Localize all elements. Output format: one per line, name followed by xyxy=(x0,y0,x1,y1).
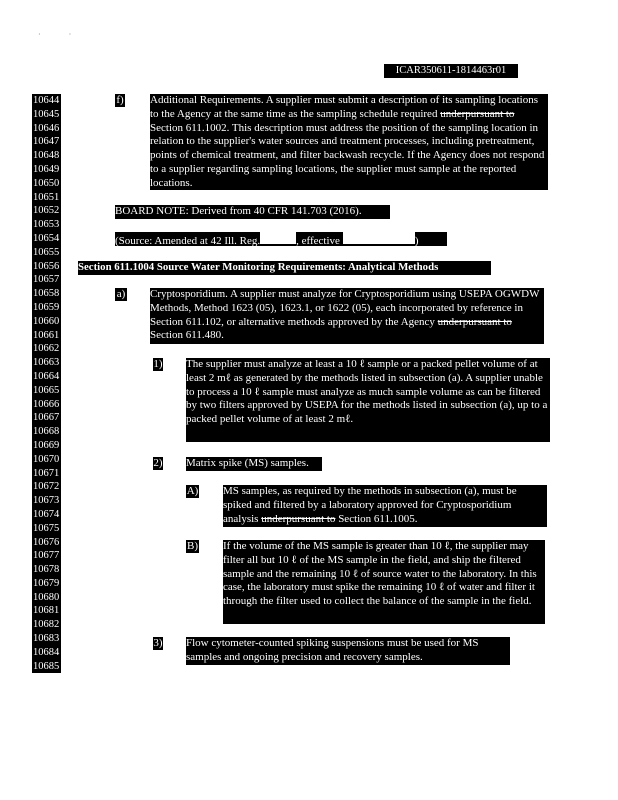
line-number: 10676 xyxy=(33,536,60,548)
line-number: 10647 xyxy=(33,136,60,148)
para-f-text xyxy=(150,94,548,190)
line-number: 10681 xyxy=(33,605,60,617)
line-number: 10657 xyxy=(33,274,60,286)
para-2-text: Matrix spike (MS) samples. xyxy=(186,457,322,471)
para-B-text: If the volume of the MS sample is greater than 10 ℓ, the supplier may filter all but 10 ℓ of the MS sample in the field, and ship the filtered sample and the remaining 10 ℓ of source water to the laboratory. In this case, the laboratory must spike the remaining 10 ℓ of water and filter it through the filter used to collect the balance of the sample in the field. xyxy=(223,540,545,624)
para-A-strike: underpursuant to xyxy=(261,512,336,525)
line-number: 10669 xyxy=(33,439,60,451)
para-A-text xyxy=(223,485,547,527)
para-f-text-1: Additional Requirements. A supplier must submit a description of its sampling locations to the Agency at the same time as the sampling schedule required xyxy=(150,94,539,120)
line-number: 10679 xyxy=(33,577,60,589)
line-number: 10654 xyxy=(33,232,60,244)
para-A-label: A) xyxy=(186,485,199,497)
para-3-text: Flow cytometer-counted spiking suspensions must be used for MS samples and ongoing precision and recovery samples. xyxy=(186,637,510,665)
line-number: 10652 xyxy=(33,205,60,217)
para-1-text: The supplier must analyze at least a 10 ℓ sample or a packed pellet volume of at least 2 mℓ as generated by the methods listed in subsection (a). A supplier unable to process a 10 ℓ sample must analyze as much sample volume as can be filtered by two filters approved by USEPA for the methods listed in subsection (a), up to a packed pellet volume of at least 2 mℓ. xyxy=(186,358,550,442)
para-a-label: a) xyxy=(116,288,126,300)
para-1-label: 1) xyxy=(153,358,163,370)
para-f-strike: underpursuant to xyxy=(440,107,515,120)
line-number: 10660 xyxy=(33,315,60,327)
line-number: 10659 xyxy=(33,301,60,313)
para-a-strike: underpursuant to xyxy=(437,315,512,328)
para-a-text-1: Cryptosporidium. A supplier must analyze for Cryptosporidium using USEPA OGWDW Methods, Method 1623 (05), 1623.1, or 1622 (05), each incorporated by reference in Section 611.102, or alternative methods approved by the Agency xyxy=(150,288,540,328)
line-number: 10673 xyxy=(33,495,60,507)
line-number: 10684 xyxy=(33,646,60,658)
line-number: 10672 xyxy=(33,481,60,493)
line-number-column xyxy=(32,94,61,673)
line-number: 10665 xyxy=(33,384,60,396)
line-number: 10648 xyxy=(33,150,60,162)
line-number: 10645 xyxy=(33,108,60,120)
section-heading: Section 611.1004 Source Water Monitoring Requirements: Analytical Methods xyxy=(78,261,491,275)
line-number: 10666 xyxy=(33,398,60,410)
document-id: ICAR350611-1814463r01 xyxy=(384,64,518,78)
line-number: 10683 xyxy=(33,633,60,645)
line-number: 10675 xyxy=(33,522,60,534)
source-note xyxy=(115,232,447,246)
para-f-label: f) xyxy=(116,94,124,106)
para-a-text xyxy=(150,288,544,344)
line-number: 10670 xyxy=(33,453,60,465)
line-number: 10644 xyxy=(33,95,60,106)
line-number: 10682 xyxy=(33,619,60,631)
line-number: 10662 xyxy=(33,343,60,355)
source-mid: , effective xyxy=(296,235,340,247)
line-number: 10663 xyxy=(33,357,60,369)
line-number: 10668 xyxy=(33,426,60,438)
para-B-label: B) xyxy=(187,540,198,552)
para-a-text-2: Section 611.480. xyxy=(150,329,224,342)
line-number: 10649 xyxy=(33,163,60,175)
source-blank-1 xyxy=(260,232,296,244)
line-number: 10685 xyxy=(33,660,60,672)
line-number: 10667 xyxy=(33,412,60,424)
line-number: 10671 xyxy=(33,467,60,479)
para-A-text-1: MS samples, as required by the methods in subsection (a), must be spiked and filtered by a laboratory approved for Cryptosporidium analysis xyxy=(223,485,517,525)
line-number: 10651 xyxy=(33,191,60,203)
line-number: 10674 xyxy=(33,508,60,520)
para-f-text-2: Section 611.1002. This description must address the position of the sampling location in relation to the supplier's water sources and treatment processes, including pretreatment, points of chemical treatment, and filter backwash recycle. If the Agency does not respond to a supplier regarding sampling locations, the supplier must sample at the reported locations. xyxy=(150,121,545,189)
line-number: 10680 xyxy=(33,591,60,603)
line-number: 10650 xyxy=(33,177,60,189)
line-number: 10678 xyxy=(33,564,60,576)
board-note: BOARD NOTE: Derived from 40 CFR 141.703 (2016). xyxy=(115,205,390,219)
source-blank-2 xyxy=(343,232,415,244)
line-number: 10658 xyxy=(33,288,60,300)
line-number: 10661 xyxy=(33,329,60,341)
line-number: 10677 xyxy=(33,550,60,562)
scan-specks: ·· xyxy=(38,30,100,39)
source-suffix: ) xyxy=(414,235,419,247)
para-A-text-2: Section 611.1005. xyxy=(335,512,418,525)
para-3-label: 3) xyxy=(153,637,163,649)
line-number: 10646 xyxy=(33,122,60,134)
line-number: 10655 xyxy=(33,246,60,258)
line-number: 10664 xyxy=(33,370,60,382)
line-number: 10656 xyxy=(33,260,60,272)
para-2-label: 2) xyxy=(153,457,163,469)
source-prefix: (Source: Amended at 42 Ill. Reg. xyxy=(115,235,261,247)
line-number: 10653 xyxy=(33,219,60,231)
